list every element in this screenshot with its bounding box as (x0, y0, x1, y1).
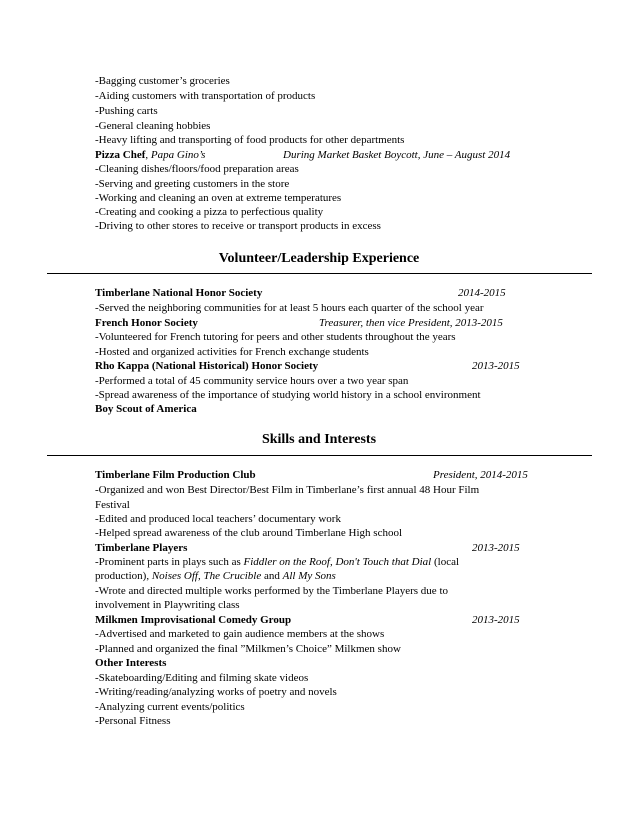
text-run: Fiddler on the Roof, Don't Touch that Dial (243, 556, 432, 568)
list-item: -Organized and won Best Director/Best Film in Timberlane’s first annual 48 Hour Film (95, 484, 480, 496)
list-item: -Spread awareness of the importance of studying world history in a school environment (95, 389, 481, 401)
list-item: -Pushing carts (95, 105, 158, 117)
entry-dates: 2013-2015 (472, 614, 520, 626)
job-place: Papa Gino’s (150, 149, 206, 161)
entry-title: Rho Kappa (National Historical) Honor Society (95, 360, 319, 372)
list-item: -General cleaning hobbies (95, 120, 211, 132)
list-item: -Writing/reading/analyzing works of poetry and novels (95, 686, 337, 698)
job-title: Pizza Chef (95, 149, 146, 161)
entry-title: Other Interests (95, 657, 167, 669)
section-divider (47, 273, 592, 274)
list-item (95, 555, 459, 569)
list-item: -Aiding customers with transportation of products (95, 90, 316, 102)
list-item: Festival (95, 499, 130, 511)
text-run: -Prominent parts in plays such as (95, 556, 244, 568)
list-item: -Edited and produced local teachers’ documentary work (95, 513, 341, 525)
text-run: All My Sons (282, 570, 336, 582)
list-item: -Planned and organized the final ”Milkmen’s Choice” Milkmen show (95, 643, 401, 655)
list-item: -Skateboarding/Editing and filming skate videos (95, 672, 309, 684)
list-item: -Hosted and organized activities for French exchange students (95, 346, 369, 358)
list-item: -Advertised and marketed to gain audience members at the shows (95, 628, 385, 640)
text-run: Noises Off, The Crucible (151, 570, 262, 582)
list-item: -Cleaning dishes/floors/food preparation areas (95, 163, 299, 175)
text-run: production), (95, 570, 152, 582)
section-divider (47, 455, 592, 456)
entry-title: Milkmen Improvisational Comedy Group (95, 614, 292, 626)
list-item: -Volunteered for French tutoring for peers and other students throughout the years (95, 331, 456, 343)
entry-title: Timberlane Film Production Club (95, 469, 256, 481)
list-item: -Heavy lifting and transporting of food products for other departments (95, 134, 405, 146)
entry-dates: 2013-2015 (472, 542, 520, 554)
job-dates: During Market Basket Boycott, June – August 2014 (283, 149, 511, 161)
text-run: and (261, 570, 283, 582)
entry-title: Timberlane National Honor Society (95, 287, 263, 299)
list-item: -Driving to other stores to receive or transport products in excess (95, 220, 381, 232)
section-heading-volunteer: Volunteer/Leadership Experience (218, 251, 420, 266)
entry-dates: 2013-2015 (472, 360, 520, 372)
list-item: -Wrote and directed multiple works performed by the Timberlane Players due to (95, 585, 448, 597)
list-item: -Performed a total of 45 community service hours over a two year span (95, 375, 409, 387)
list-item: involvement in Playwriting class (95, 599, 240, 611)
entry-title: Timberlane Players (95, 542, 188, 554)
list-item: -Analyzing current events/politics (95, 701, 245, 713)
entry-dates: President, 2014-2015 (433, 469, 528, 481)
list-item: -Creating and cooking a pizza to perfectious quality (95, 206, 324, 218)
pizza-chef-title-line: Pizza Chef, Papa Gino’s (95, 149, 206, 161)
entry-dates: 2014-2015 (458, 287, 506, 299)
list-item: -Helped spread awareness of the club around Timberlane High school (95, 527, 403, 539)
section-heading-skills: Skills and Interests (261, 432, 377, 447)
list-item: -Served the neighboring communities for at least 5 hours each quarter of the school year (95, 302, 484, 314)
list-item: -Bagging customer’s groceries (95, 75, 230, 87)
text-run: (local (431, 556, 460, 568)
entry-dates: Treasurer, then vice President, 2013-2015 (319, 317, 503, 329)
entry-title: Boy Scout of America (95, 403, 197, 415)
list-item (95, 569, 336, 583)
list-item: -Personal Fitness (95, 715, 171, 727)
list-item: -Working and cleaning an oven at extreme temperatures (95, 192, 342, 204)
entry-title: French Honor Society (95, 317, 198, 329)
list-item: -Serving and greeting customers in the store (95, 178, 290, 190)
